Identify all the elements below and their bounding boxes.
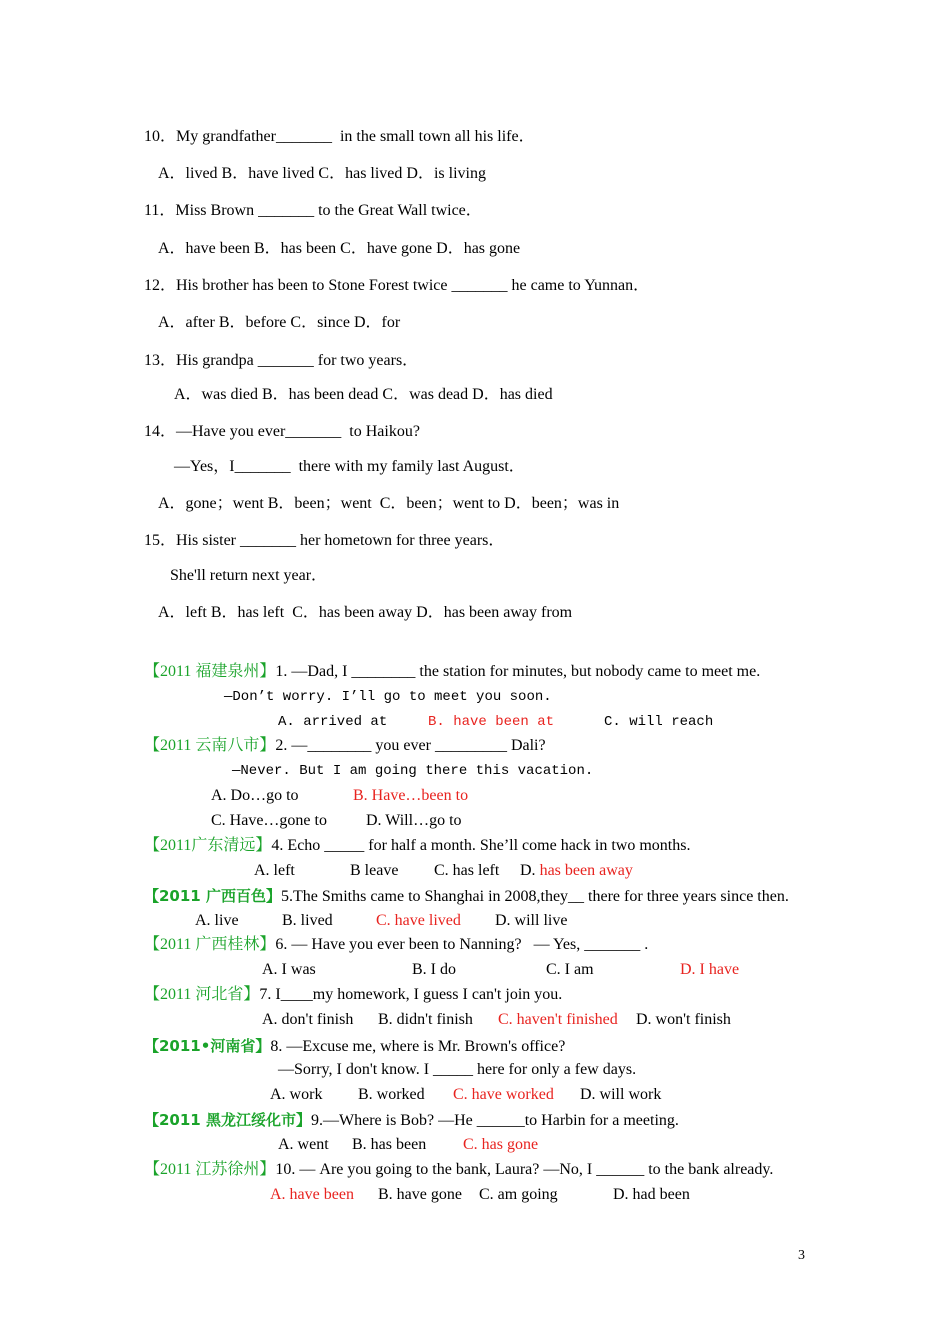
e10-stem: 10. — Are you going to the bank, Laura? —No, I ______ to the bank already.: [275, 1161, 774, 1178]
e7-stem: 7. I____my homework, I guess I can't join you.: [259, 986, 563, 1003]
e1-stem: —Dad, I ________ the station for minutes, but nobody came to meet me.: [287, 663, 761, 680]
e6-opt-b: B. I do: [412, 961, 456, 978]
e9-stem: 9.—Where is Bob? —He ______to Harbin for a meeting.: [310, 1112, 679, 1129]
e2-opt-b-answer: B. Have…been to: [353, 787, 469, 804]
q11-stem: 11．Miss Brown _______ to the Great Wall twice．: [144, 202, 482, 219]
e9-opt-c-answer: C. has gone: [463, 1136, 539, 1153]
e4-opt-d-line: [520, 861, 633, 881]
q15-line2: She'll return next year．: [170, 567, 328, 584]
e9-opt-b: B. has been: [352, 1136, 427, 1153]
e8-stem-line: [144, 1036, 565, 1057]
e10-source-tag: 【2011 江苏徐州】: [144, 1161, 276, 1178]
e5-source-tag: 【2011 广西百色】: [144, 887, 281, 905]
e6-opt-c: C. I am: [546, 961, 594, 978]
e6-opt-d-answer: D. I have: [680, 961, 740, 978]
e6-stem: 6. — Have you ever been to Nanning? — Yes, _______ .: [275, 936, 649, 953]
q14-options: A．gone；went B．been；went C．been；went to D．been；was in: [158, 495, 620, 512]
e7-stem-line: [144, 985, 562, 1005]
e1-opt-a: A. arrived at: [278, 714, 388, 730]
q12-stem: 12．His brother has been to Stone Forest twice _______ he came to Yunnan．: [144, 277, 650, 294]
e8-stem: 8. —Excuse me, where is Mr. Brown's office?: [270, 1038, 566, 1055]
e1-opt-b-answer: B. have been at: [428, 714, 555, 730]
e4-stem: 4. Echo _____ for half a month. She’ll come hack in two months.: [271, 837, 691, 854]
e2-opt-a: A. Do…go to: [211, 787, 299, 804]
e5-stem: 5.The Smiths came to Shanghai in 2008,they__ there for three years since then.: [280, 888, 789, 905]
e8-line2: —Sorry, I don't know. I _____ here for only a few days.: [278, 1061, 637, 1078]
page-number: 3: [798, 1248, 805, 1263]
e8-opt-c-answer: C. have worked: [453, 1086, 554, 1103]
e5-opt-c-answer: C. have lived: [376, 912, 461, 929]
e8-opt-d: D. will work: [580, 1086, 662, 1103]
e4-opt-c: C. has left: [434, 862, 500, 879]
e8-opt-a: A. work: [270, 1086, 323, 1103]
e8-opt-b: B. worked: [358, 1086, 425, 1103]
e4-opt-d-answer: has been away: [539, 862, 633, 879]
q15-stem: 15．His sister _______ her hometown for three years．: [144, 532, 505, 549]
e7-opt-d: D. won't finish: [636, 1011, 731, 1028]
e9-stem-line: [144, 1110, 679, 1131]
e7-opt-a: A. don't finish: [262, 1011, 354, 1028]
e6-opt-a: A. I was: [262, 961, 316, 978]
e6-stem-line: [144, 935, 648, 955]
e7-opt-c-answer: C. haven't finished: [498, 1011, 618, 1028]
e5-opt-a: A. live: [195, 912, 239, 929]
e2-stem-line: [144, 736, 546, 756]
e5-opt-b: B. lived: [282, 912, 333, 929]
e5-opt-d: D. will live: [495, 912, 568, 929]
e8-source-tag: 【2011•河南省】: [144, 1037, 271, 1055]
e2-opt-d: D. Will…go to: [366, 812, 462, 829]
e2-source-tag: 【2011 云南八市】: [144, 737, 276, 754]
q14-line2: —Yes，I_______ there with my family last August．: [174, 458, 525, 475]
e2-stem: 2. —________ you ever _________ Dali?: [275, 737, 546, 754]
e10-opt-c: C. am going: [479, 1186, 558, 1203]
e7-opt-b: B. didn't finish: [378, 1011, 473, 1028]
q12-options: A．after B．before C．since D．for: [158, 314, 401, 331]
e5-stem-line: [144, 886, 789, 907]
q13-stem: 13．His grandpa _______ for two years．: [144, 352, 419, 369]
e1-stem-line: [144, 662, 760, 682]
e7-source-tag: 【2011 河北省】: [144, 986, 260, 1003]
e6-source-tag: 【2011 广西桂林】: [144, 936, 276, 953]
e9-source-tag: 【2011 黑龙江绥化市】: [144, 1111, 311, 1129]
q13-options: A．was died B．has been dead C．was dead D．has died: [174, 386, 553, 403]
q11-options: A．have been B．has been C．have gone D．has gone: [158, 240, 521, 257]
e2-line2: —Never. But I am going there this vacation.: [232, 763, 594, 779]
e4-opt-d-prefix: D.: [520, 862, 540, 879]
q10-options: A．lived B．have lived C．has lived D．is living: [158, 165, 486, 182]
e4-source-tag: 【2011广东清远】: [144, 837, 272, 854]
q10-stem: 10．My grandfather_______ in the small town all his life．: [144, 128, 535, 145]
e2-opt-c: C. Have…gone to: [211, 812, 327, 829]
e1-num: 1.: [275, 663, 288, 680]
e1-source-tag: 【2011 福建泉州】: [144, 663, 276, 680]
e9-opt-a: A. went: [278, 1136, 329, 1153]
e10-opt-b: B. have gone: [378, 1186, 462, 1203]
e10-opt-d: D. had been: [613, 1186, 690, 1203]
q15-options: A．left B．has left C．has been away D．has been away from: [158, 604, 573, 621]
e1-opt-c: C. will reach: [604, 714, 714, 730]
e10-stem-line: [144, 1160, 773, 1180]
e4-stem-line: [144, 836, 690, 856]
e10-opt-a-answer: A. have been: [270, 1186, 354, 1203]
e4-opt-a: A. left: [254, 862, 295, 879]
e1-line2: —Don’t worry. I’ll go to meet you soon.: [224, 689, 552, 705]
q14-stem: 14．—Have you ever_______ to Haikou?: [144, 423, 420, 440]
e4-opt-b: B leave: [350, 862, 399, 879]
